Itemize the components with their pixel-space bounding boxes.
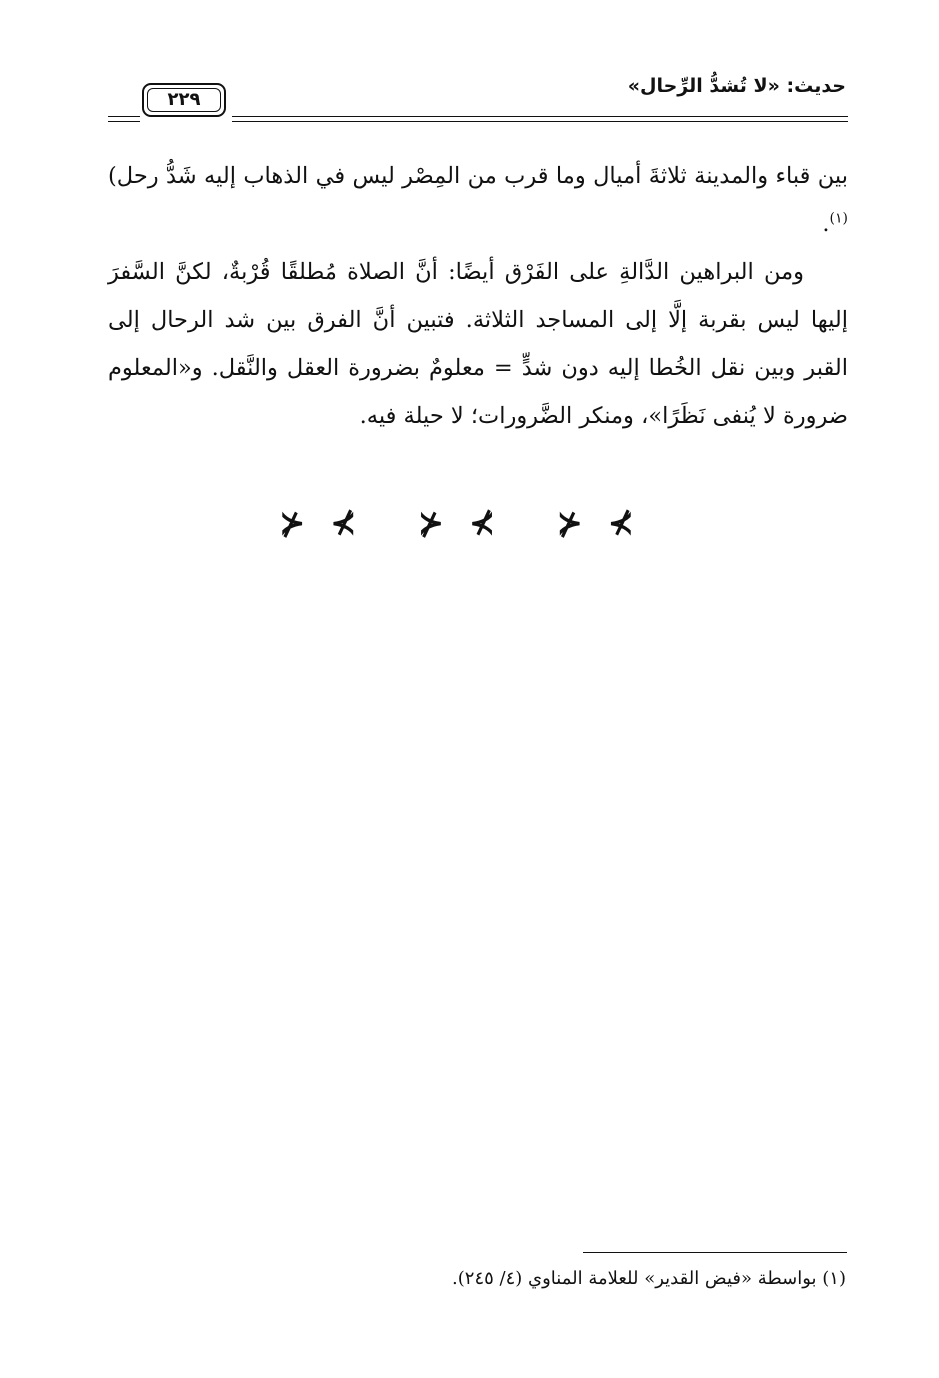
paragraph-1-end: . (822, 211, 830, 237)
header-rule-left-upper (108, 116, 140, 117)
ornament-glyph: ⊁⊀ (557, 506, 660, 541)
running-title: حديث: «لا تُشدُّ الرِّحال» (627, 75, 846, 97)
paragraph-2: ومن البراهين الدَّالةِ على الفَرْق أيضًا: أنَّ الصلاة مُطلقًا قُرْبةٌ، لكنَّ السَّفرَ إليها ليس بقربة إلَّا إلى المساجد الثلاثة. فتبين أنَّ الفرق بين شد الرحال إلى القبر وبين نقل الخُطا إليه دون شدٍّ = معلومٌ بضرورة العقل والنَّقل. و«المعلوم ضرورة لا يُنفى نَظَرًا»، ومنكر الضَّرورات؛ لا حيلة فيه. (108, 259, 848, 429)
footnote: (١) بواسطة «فيض القدير» للعلامة المناوي (٤/ ٢٤٥). (452, 1268, 846, 1289)
body-text (108, 152, 848, 440)
paragraph-1-text: بين قباء والمدينة ثلاثةَ أميال وما قرب من المِصْر ليس في الذهاب إليه شَدُّ رحل) (108, 163, 848, 189)
header-rule-right-lower (232, 121, 848, 122)
page-number-frame (142, 83, 226, 117)
ornament-glyph: ⊁⊀ (418, 506, 521, 541)
header-rule-left-lower (108, 121, 140, 122)
paragraph-1 (108, 152, 848, 248)
footnote-reference: (١) (829, 210, 848, 227)
footnote-divider (583, 1252, 847, 1253)
header-rule-right-upper (232, 116, 848, 117)
page-number: ٢٢٩ (147, 88, 221, 112)
ornament-glyph: ⊁⊀ (279, 506, 382, 541)
section-end-ornament (0, 506, 939, 541)
